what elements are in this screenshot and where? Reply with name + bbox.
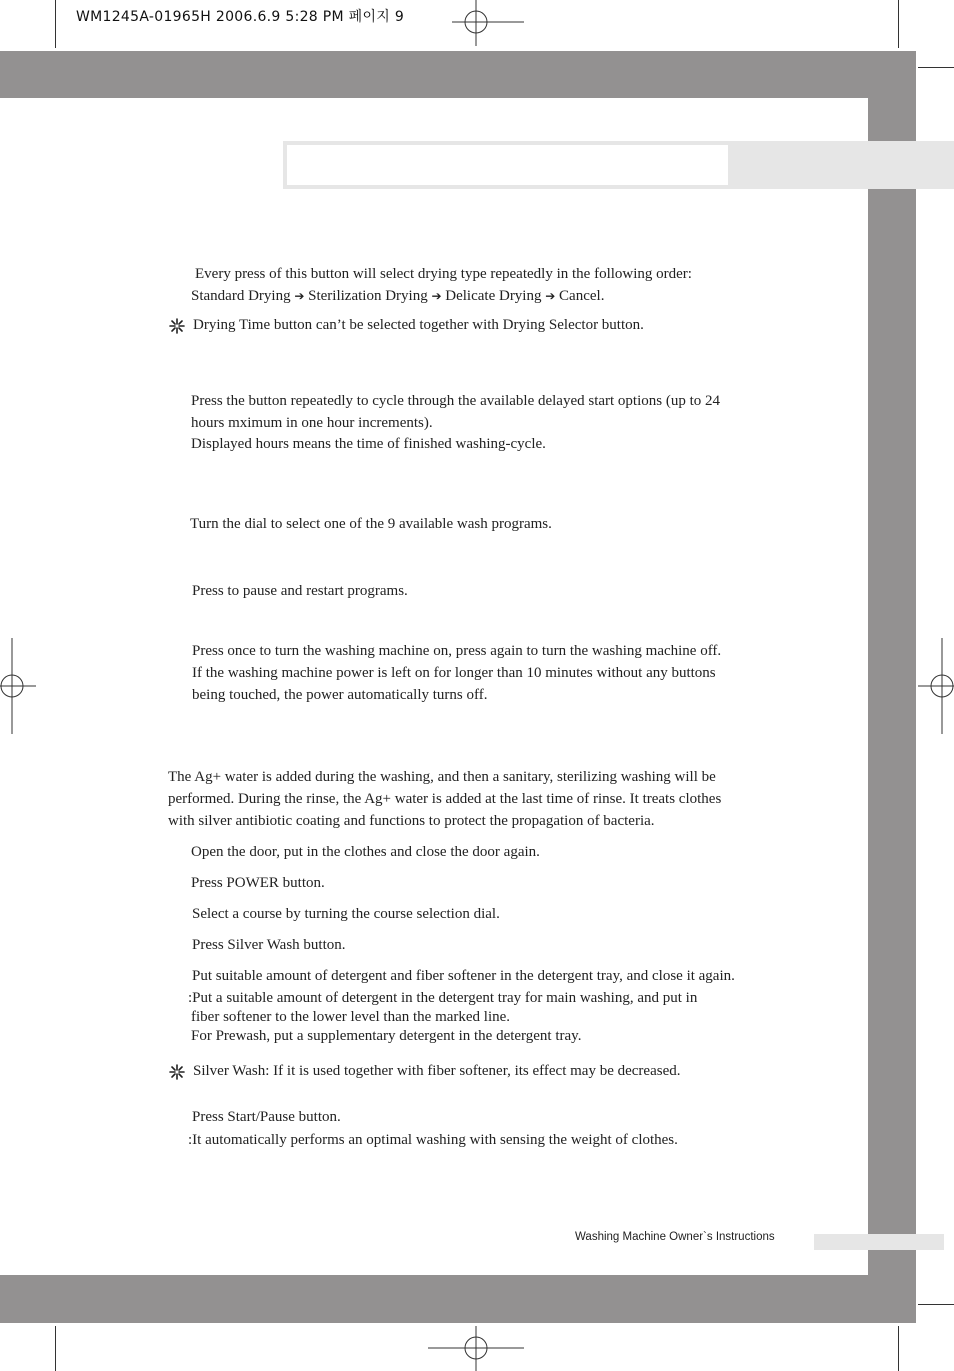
silver-step-6-sub: :It automatically performs an optimal washing with sensing the weight of clothes.: [188, 1132, 678, 1148]
title-bar: [283, 141, 732, 189]
silver-step-3: Select a course by turning the course selection dial.: [192, 906, 500, 922]
silver-intro-3: with silver antibiotic coating and functions to protect the propagation of bacteria.: [168, 813, 655, 829]
silver-step-2: Press POWER button.: [191, 875, 325, 891]
silver-step-5-sub-2: fiber softener to the lower level than the marked line.: [191, 1009, 511, 1025]
seq-delicate: Delicate Drying: [445, 288, 542, 304]
right-band: [868, 98, 916, 1275]
delay-line-3: Displayed hours means the time of finished washing-cycle.: [191, 436, 546, 452]
footer-bar: [814, 1234, 944, 1250]
arrow-icon: ➔: [294, 289, 305, 303]
seq-standard: Standard Drying: [191, 288, 291, 304]
arrow-icon: ➔: [431, 289, 442, 303]
asterisk-note-icon: [168, 1063, 186, 1081]
silver-step-5-sub-3: For Prewash, put a supplementary detergent in the detergent tray.: [191, 1028, 582, 1044]
registration-mark-right: [914, 638, 954, 734]
drying-instruction: Every press of this button will select drying type repeatedly in the following order:: [195, 266, 692, 282]
silver-intro-2: performed. During the rinse, the Ag+ water is added at the last time of rinse. It treats clothes: [168, 791, 722, 807]
silver-step-4: Press Silver Wash button.: [192, 937, 346, 953]
arrow-icon: ➔: [545, 289, 556, 303]
registration-mark-left: [0, 638, 40, 734]
silver-step-5: Put suitable amount of detergent and fiber softener in the detergent tray, and close it again.: [192, 968, 735, 984]
title-bar-tab: [730, 141, 954, 189]
footer-text: Washing Machine Owner`s Instructions: [575, 1231, 775, 1243]
dial-line: Turn the dial to select one of the 9 available wash programs.: [190, 516, 552, 532]
bottom-band: [0, 1275, 916, 1323]
silver-note: Silver Wash: If it is used together with fiber softener, its effect may be decreased.: [193, 1063, 681, 1079]
power-line-2: If the washing machine power is left on for longer than 10 minutes without any buttons: [192, 665, 716, 681]
silver-intro-1: The Ag+ water is added during the washing, and then a sanitary, sterilizing washing will be: [168, 769, 716, 785]
print-slug: WM1245A-01965H 2006.6.9 5:28 PM 페이지 9: [76, 9, 405, 25]
top-band: [0, 51, 916, 98]
drying-sequence: [191, 285, 604, 307]
power-line-1: Press once to turn the washing machine on, press again to turn the washing machine off.: [192, 643, 722, 659]
silver-step-5-sub-1: :Put a suitable amount of detergent in the detergent tray for main washing, and put in: [188, 990, 698, 1006]
drying-note: Drying Time button can’t be selected together with Drying Selector button.: [193, 317, 644, 333]
registration-mark-top: [452, 0, 552, 48]
silver-step-6: Press Start/Pause button.: [192, 1109, 341, 1125]
pause-line: Press to pause and restart programs.: [192, 583, 408, 599]
silver-step-1: Open the door, put in the clothes and close the door again.: [191, 844, 540, 860]
asterisk-note-icon: [168, 317, 186, 335]
delay-line-1: Press the button repeatedly to cycle through the available delayed start options (up to 24: [191, 393, 721, 409]
seq-cancel: Cancel.: [559, 288, 605, 304]
seq-sterilization: Sterilization Drying: [308, 288, 428, 304]
registration-mark-bottom: [428, 1326, 528, 1371]
power-line-3: being touched, the power automatically turns off.: [192, 687, 488, 703]
delay-line-2: hours mximum in one hour increments).: [191, 415, 433, 431]
